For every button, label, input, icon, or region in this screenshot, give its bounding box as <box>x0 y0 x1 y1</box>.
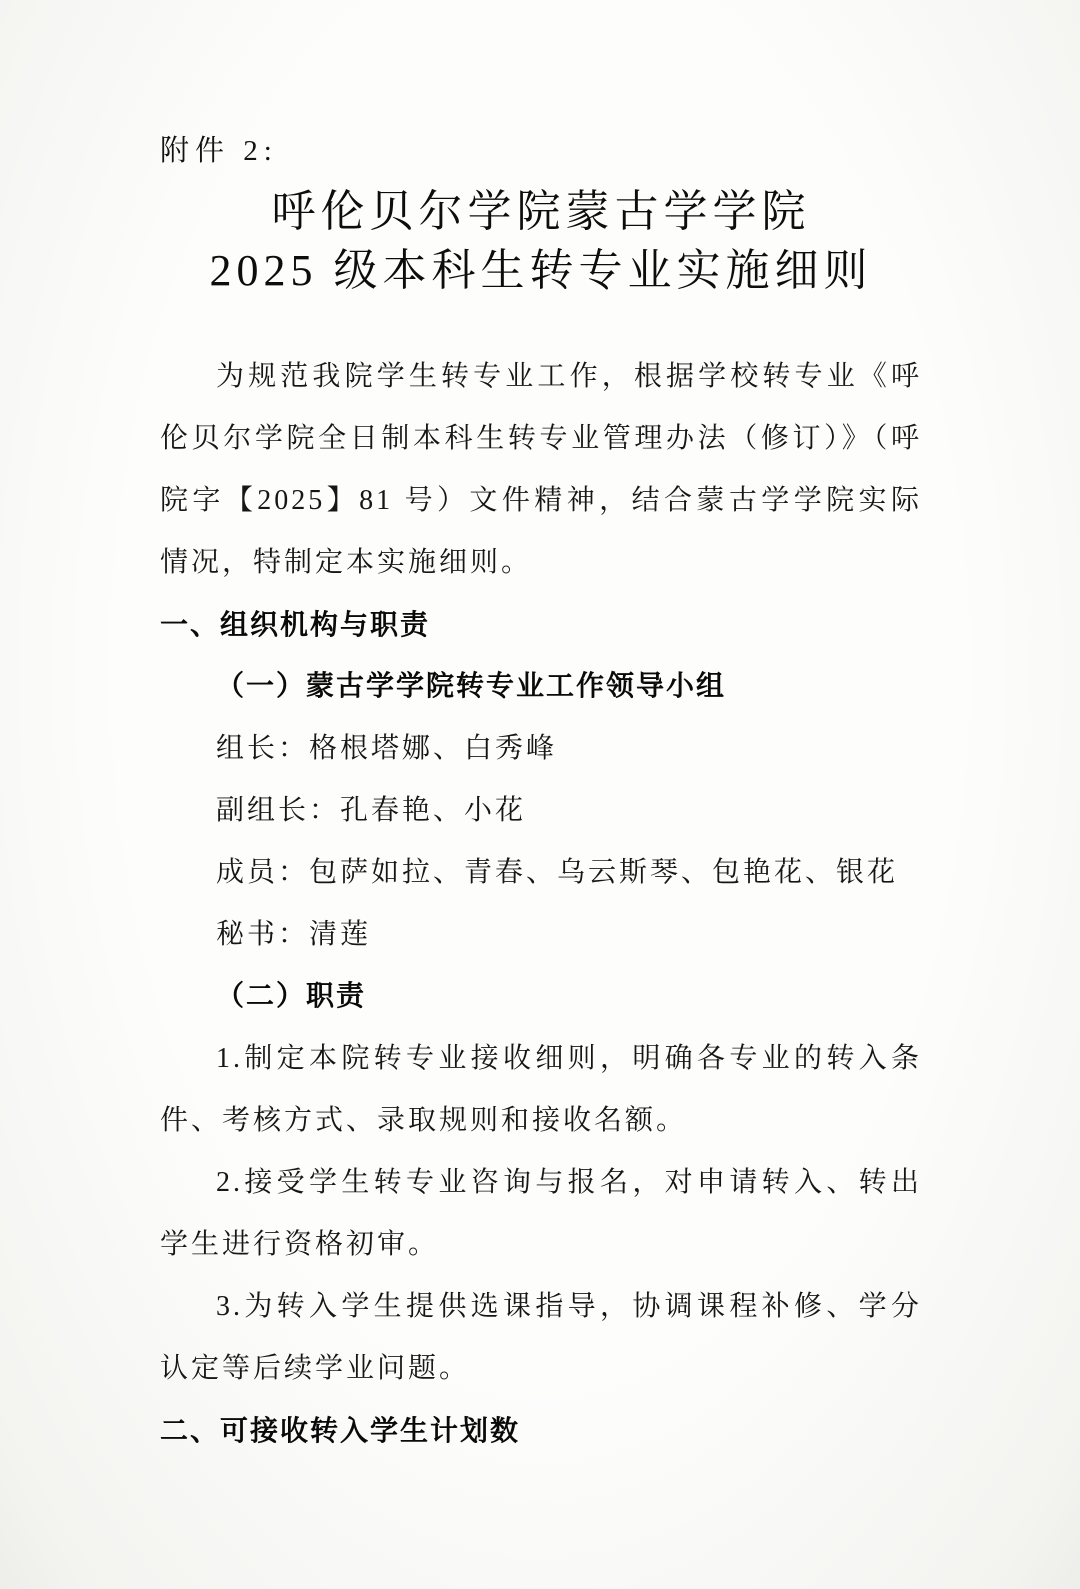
document-title-line-2: 2025 级本科生转专业实施细则 <box>209 246 873 295</box>
section-1-subheading-2: （二）职责 <box>216 981 367 1012</box>
duty-item-1: 1.制定本院转专业接收细则，明确各专业的转入条件、考核方式、录取规则和接收名额。 <box>160 1043 922 1136</box>
duty-item-2: 2.接受学生转专业咨询与报名，对申请转入、转出学生进行资格初审。 <box>160 1167 922 1260</box>
section-2-heading: 二、可接收转入学生计划数 <box>160 1415 521 1446</box>
document-title-line-1: 呼伦贝尔学院蒙古学学院 <box>271 187 811 236</box>
duty-item-3: 3.为转入学生提供选课指导，协调课程补修、学分认定等后续学业问题。 <box>160 1291 922 1384</box>
members-line: 成员：包萨如拉、青春、乌云斯琴、包艳花、银花 <box>216 857 899 888</box>
section-1-subheading-1: （一）蒙古学学院转专业工作领导小组 <box>216 671 727 702</box>
intro-paragraph: 为规范我院学生转专业工作，根据学校转专业《呼伦贝尔学院全日制本科生转专业管理办法（修订）》（呼院字【2025】81 号）文件精神，结合蒙古学学院实际情况，特制定本实施细则。 <box>160 361 922 578</box>
leader-line: 组长：格根塔娜、白秀峰 <box>216 733 558 764</box>
deputy-leader-line: 副组长：孔春艳、小花 <box>216 795 527 826</box>
document-title <box>160 182 922 300</box>
secretary-line: 秘书：清莲 <box>216 919 372 950</box>
section-1-heading: 一、组织机构与职责 <box>160 609 431 640</box>
attachment-label: 附件 2: <box>160 135 278 167</box>
